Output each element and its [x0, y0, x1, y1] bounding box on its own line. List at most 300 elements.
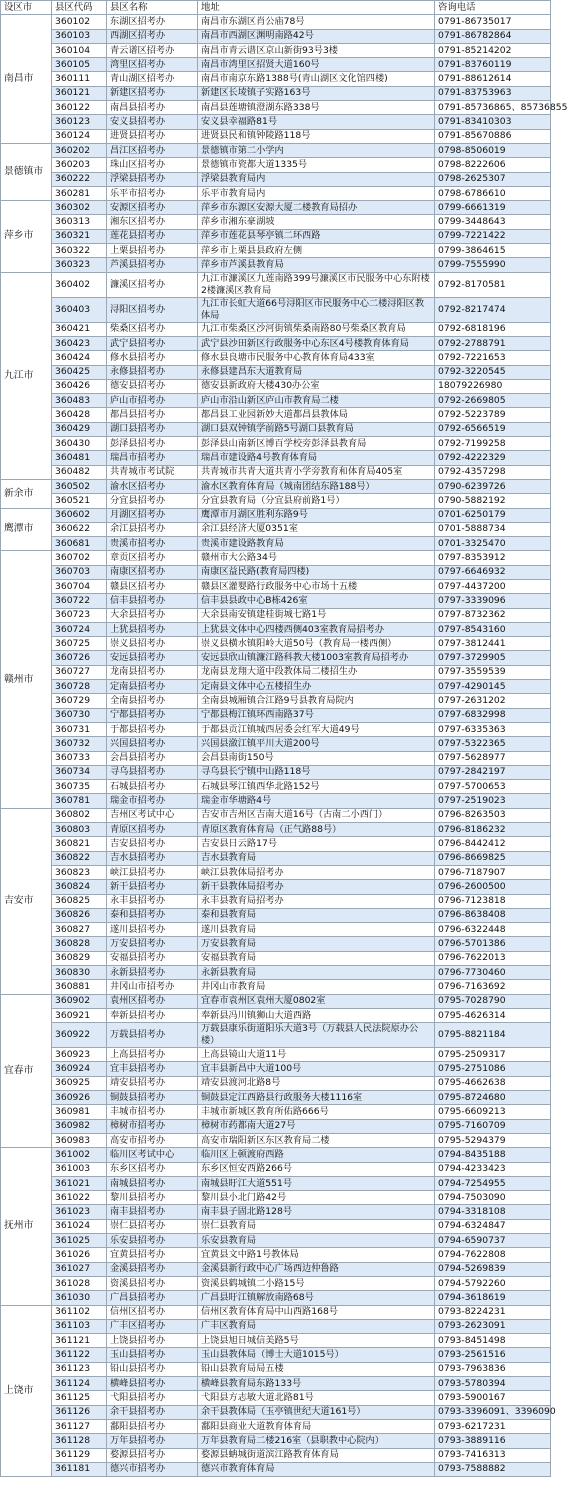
- name-cell: 南昌县招考办: [107, 101, 198, 115]
- table-row: [1, 72, 551, 86]
- table-row: [1, 297, 551, 322]
- table-row: [1, 451, 551, 465]
- name-cell: 袁州区招考办: [107, 994, 198, 1008]
- code-cell: 360823: [52, 865, 107, 879]
- name-cell: 于都县招考办: [107, 722, 198, 736]
- name-cell: 万安县招考办: [107, 937, 198, 951]
- code-cell: 360102: [52, 15, 107, 29]
- phone-cell: 0794-6590737: [435, 1234, 551, 1248]
- address-cell: 铜鼓县定江西路县行政服务大楼1116室: [198, 1091, 435, 1105]
- address-cell: 宜丰县新昌中大道100号: [198, 1062, 435, 1076]
- phone-cell: 0797-3559539: [435, 665, 551, 679]
- name-cell: 奉新县招考办: [107, 1008, 198, 1022]
- code-cell: 360483: [52, 394, 107, 408]
- header-city: 设区市: [1, 1, 52, 15]
- name-cell: 宁都县招考办: [107, 708, 198, 722]
- address-cell: 玉山县教体局（博士大道1015号）: [198, 1348, 435, 1362]
- table-row: [1, 43, 551, 57]
- name-cell: 崇仁县招考办: [107, 1219, 198, 1233]
- phone-cell: 0796-5701386: [435, 937, 551, 951]
- address-cell: 上饶县旭日城信美路5号: [198, 1334, 435, 1348]
- phone-cell: 0796-8669825: [435, 851, 551, 865]
- address-cell: 上犹县文体中心四楼西侧403室教育局招考办: [198, 622, 435, 636]
- code-cell: 360924: [52, 1062, 107, 1076]
- code-cell: 361027: [52, 1262, 107, 1276]
- table-row: [1, 1162, 551, 1176]
- phone-cell: 0799-6661319: [435, 201, 551, 215]
- phone-cell: 0799-7221422: [435, 229, 551, 243]
- phone-cell: 0797-2842197: [435, 765, 551, 779]
- code-cell: 360222: [52, 172, 107, 186]
- code-cell: 360425: [52, 365, 107, 379]
- table-row: [1, 637, 551, 651]
- phone-cell: 0792-6818196: [435, 322, 551, 336]
- phone-cell: 0793-7588882: [435, 1462, 551, 1476]
- table-row: [1, 129, 551, 143]
- phone-cell: 0794-5269839: [435, 1262, 551, 1276]
- name-cell: 广丰区招考办: [107, 1319, 198, 1333]
- name-cell: 寻乌县招考办: [107, 765, 198, 779]
- table-row: [1, 1008, 551, 1022]
- address-cell: 龙南县龙翔大道中段教体局二楼招生办: [198, 665, 435, 679]
- code-cell: 360121: [52, 86, 107, 100]
- code-cell: 361127: [52, 1419, 107, 1433]
- address-cell: 铅山县教育局局五楼: [198, 1362, 435, 1376]
- name-cell: 东湖区招考办: [107, 15, 198, 29]
- table-row: [1, 258, 551, 272]
- code-cell: 360704: [52, 579, 107, 593]
- table-row: [1, 765, 551, 779]
- name-cell: 修水县招考办: [107, 351, 198, 365]
- phone-cell: 0795-2751086: [435, 1062, 551, 1076]
- phone-cell: 0798-2625307: [435, 172, 551, 186]
- name-cell: 铅山县招考办: [107, 1362, 198, 1376]
- address-cell: 南昌市青云谱区京山新街93号3楼: [198, 43, 435, 57]
- phone-cell: 0796-2600500: [435, 880, 551, 894]
- phone-cell: 0795-4626314: [435, 1008, 551, 1022]
- phone-cell: 0796-7730460: [435, 966, 551, 980]
- name-cell: 玉山县招考办: [107, 1348, 198, 1362]
- phone-cell: 0793-5900167: [435, 1391, 551, 1405]
- address-cell: 信丰县县政中心B栋426室: [198, 594, 435, 608]
- address-cell: 南昌县莲塘镇澄湖东路338号: [198, 101, 435, 115]
- header-code: 县区代码: [52, 1, 107, 15]
- code-cell: 360824: [52, 880, 107, 894]
- address-cell: 彭泽县山南新区博百学校旁彭泽县教育局: [198, 437, 435, 451]
- table-row: [1, 394, 551, 408]
- table-row: [1, 951, 551, 965]
- city-cell: 新余市: [1, 479, 52, 508]
- phone-cell: 0795-7160709: [435, 1119, 551, 1133]
- code-cell: 361181: [52, 1462, 107, 1476]
- code-cell: 360821: [52, 837, 107, 851]
- address-cell: 石城县琴江镇西华北路152号: [198, 780, 435, 794]
- table-row: [1, 1219, 551, 1233]
- address-cell: 吉水县教育局: [198, 851, 435, 865]
- table-row: [1, 1119, 551, 1133]
- table-row: [1, 1462, 551, 1476]
- address-cell: 赣州市大公路34号: [198, 551, 435, 565]
- city-cell: 抚州市: [1, 1148, 52, 1305]
- name-cell: 永修县招考办: [107, 365, 198, 379]
- table-row: [1, 751, 551, 765]
- address-cell: 大余县南安镇建桂街城七路1号: [198, 608, 435, 622]
- code-cell: 360321: [52, 229, 107, 243]
- name-cell: 彭泽县招考办: [107, 437, 198, 451]
- code-cell: 360923: [52, 1048, 107, 1062]
- phone-cell: 0795-5294379: [435, 1133, 551, 1147]
- name-cell: 宜黄县招考办: [107, 1248, 198, 1262]
- phone-cell: 0792-2669805: [435, 394, 551, 408]
- code-cell: 360202: [52, 143, 107, 157]
- name-cell: 湾里区招考办: [107, 58, 198, 72]
- code-cell: 360734: [52, 765, 107, 779]
- table-row: [1, 115, 551, 129]
- address-cell: 鹰潭市月湖区胜利东路9号: [198, 508, 435, 522]
- address-cell: 乐平市教育局内: [198, 186, 435, 200]
- name-cell: 大余县招考办: [107, 608, 198, 622]
- name-cell: 安远县招考办: [107, 651, 198, 665]
- phone-cell: 0790-6239726: [435, 479, 551, 493]
- phone-cell: 0797-6832998: [435, 708, 551, 722]
- code-cell: 360732: [52, 737, 107, 751]
- address-cell: 樟树市药都南大道27号: [198, 1119, 435, 1133]
- table-row: [1, 1291, 551, 1305]
- address-cell: 婺源县蚺城街道滨江路教育体育局: [198, 1448, 435, 1462]
- phone-cell: 0792-2788791: [435, 336, 551, 350]
- address-cell: 万载县康乐街道阳乐大道3号（万载县人民法院原办公楼）: [198, 1023, 435, 1048]
- address-cell: 上高县镜山大道11号: [198, 1048, 435, 1062]
- phone-cell: 18079226980: [435, 379, 551, 393]
- phone-cell: 0797-5628977: [435, 751, 551, 765]
- address-cell: 萍乡市芦溪县教育局: [198, 258, 435, 272]
- city-cell: 宜春市: [1, 994, 52, 1148]
- name-cell: 濂溪区招考办: [107, 272, 198, 297]
- table-row: [1, 908, 551, 922]
- table-row: [1, 1448, 551, 1462]
- table-row: [1, 215, 551, 229]
- city-cell: 九江市: [1, 272, 52, 479]
- name-cell: 青云谱区招考办: [107, 43, 198, 57]
- phone-cell: 0791-85736865、85736855: [435, 101, 551, 115]
- phone-cell: 0794-8435188: [435, 1148, 551, 1162]
- phone-cell: 0796-7123818: [435, 894, 551, 908]
- address-cell: 兴国县潋江镇平川大道200号: [198, 737, 435, 751]
- code-cell: 360482: [52, 465, 107, 479]
- phone-cell: 0793-5780394: [435, 1377, 551, 1391]
- address-cell: 景德镇市第二小学内: [198, 143, 435, 157]
- name-cell: 瑞金市招考办: [107, 794, 198, 808]
- code-cell: 360826: [52, 908, 107, 922]
- table-row: [1, 272, 551, 297]
- table-row: [1, 1276, 551, 1290]
- name-cell: 浮梁县招考办: [107, 172, 198, 186]
- address-cell: 青原区教育体育局（正气路88号）: [198, 823, 435, 837]
- address-cell: 浮梁县教育局内: [198, 172, 435, 186]
- code-cell: 360681: [52, 537, 107, 551]
- table-row: [1, 594, 551, 608]
- address-cell: 安义县幸福路81号: [198, 115, 435, 129]
- name-cell: 上饶县招考办: [107, 1334, 198, 1348]
- code-cell: 360403: [52, 297, 107, 322]
- header-name: 县区名称: [107, 1, 198, 15]
- address-cell: 东乡区恒安西路266号: [198, 1162, 435, 1176]
- phone-cell: 0791-83410303: [435, 115, 551, 129]
- table-row: [1, 158, 551, 172]
- code-cell: 360421: [52, 322, 107, 336]
- name-cell: 新建区招考办: [107, 86, 198, 100]
- address-cell: 庐山市沿山新区庐山市教育局二楼: [198, 394, 435, 408]
- code-cell: 360313: [52, 215, 107, 229]
- name-cell: 贵溪市招考办: [107, 537, 198, 551]
- code-cell: 360730: [52, 708, 107, 722]
- code-cell: 360122: [52, 101, 107, 115]
- address-cell: 信州区教育体育局中山西路168号: [198, 1305, 435, 1319]
- table-row: [1, 1319, 551, 1333]
- name-cell: 西湖区招考办: [107, 29, 198, 43]
- name-cell: 东乡区招考办: [107, 1162, 198, 1176]
- phone-cell: 0792-5223789: [435, 408, 551, 422]
- address-cell: 泰和县教育局: [198, 908, 435, 922]
- table-row: [1, 229, 551, 243]
- table-row: [1, 522, 551, 536]
- address-cell: 都昌县工业园新妙大道都昌县教体局: [198, 408, 435, 422]
- phone-cell: 0797-8732362: [435, 608, 551, 622]
- phone-cell: 0701-3325470: [435, 537, 551, 551]
- table-row: [1, 465, 551, 479]
- name-cell: 南丰县招考办: [107, 1205, 198, 1219]
- name-cell: 进贤县招考办: [107, 129, 198, 143]
- code-cell: 361025: [52, 1234, 107, 1248]
- phone-cell: 0794-4233423: [435, 1162, 551, 1176]
- address-cell: 德安县新政府大楼430办公室: [198, 379, 435, 393]
- address-cell: 安远县欣山镇濂江路科教大楼1003室教育局招考办: [198, 651, 435, 665]
- table-row: [1, 29, 551, 43]
- table-row: [1, 1191, 551, 1205]
- address-cell: 于都县贡江镇城西居委会红军大道49号: [198, 722, 435, 736]
- name-cell: 信州区招考办: [107, 1305, 198, 1319]
- table-row: [1, 1348, 551, 1362]
- name-cell: 靖安县招考办: [107, 1076, 198, 1090]
- address-cell: 吉安县日云路17号: [198, 837, 435, 851]
- table-row: [1, 894, 551, 908]
- name-cell: 珠山区招考办: [107, 158, 198, 172]
- code-cell: 360881: [52, 980, 107, 994]
- name-cell: 金溪县招考办: [107, 1262, 198, 1276]
- name-cell: 青山湖区招考办: [107, 72, 198, 86]
- address-cell: 寻乌县长宁镇中山路118号: [198, 765, 435, 779]
- code-cell: 361002: [52, 1148, 107, 1162]
- phone-cell: 0792-3220545: [435, 365, 551, 379]
- code-cell: 360822: [52, 851, 107, 865]
- address-cell: 丰城市新城区教育所佑路666号: [198, 1105, 435, 1119]
- phone-cell: 0796-8186232: [435, 823, 551, 837]
- phone-cell: 0791-83760119: [435, 58, 551, 72]
- code-cell: 360926: [52, 1091, 107, 1105]
- code-cell: 360827: [52, 923, 107, 937]
- code-cell: 360402: [52, 272, 107, 297]
- table-row: [1, 808, 551, 822]
- phone-cell: 0794-3318108: [435, 1205, 551, 1219]
- phone-cell: 0795-7028790: [435, 994, 551, 1008]
- table-row: [1, 1377, 551, 1391]
- code-cell: 361026: [52, 1248, 107, 1262]
- address-cell: 萍乡市上栗县县政府左侧: [198, 244, 435, 258]
- name-cell: 安源区招考办: [107, 201, 198, 215]
- phone-cell: 0793-7963836: [435, 1362, 551, 1376]
- table-row: [1, 579, 551, 593]
- city-cell: 鹰潭市: [1, 508, 52, 551]
- table-row: [1, 694, 551, 708]
- address-cell: 南昌市湾里区招贤大道160号: [198, 58, 435, 72]
- table-body: [1, 15, 567, 1477]
- address-cell: 永修县建昌东大道教育局: [198, 365, 435, 379]
- name-cell: 章贡区招考办: [107, 551, 198, 565]
- name-cell: 都昌县招考办: [107, 408, 198, 422]
- table-row: [1, 565, 551, 579]
- table-row: [1, 479, 551, 493]
- name-cell: 月湖区招考办: [107, 508, 198, 522]
- address-cell: 吉安市吉州区吉南大道16号（古南二小西门）: [198, 808, 435, 822]
- phone-cell: 0797-3812441: [435, 637, 551, 651]
- address-cell: 南康区益民路(教育局四楼): [198, 565, 435, 579]
- table-row: [1, 622, 551, 636]
- phone-cell: 0797-5700653: [435, 780, 551, 794]
- table-row: [1, 1405, 551, 1419]
- address-cell: 南昌市南京东路1388号(青山湖区文化馆四楼): [198, 72, 435, 86]
- code-cell: 360104: [52, 43, 107, 57]
- name-cell: 定南县招考办: [107, 680, 198, 694]
- table-row: [1, 322, 551, 336]
- name-cell: 余江县招考办: [107, 522, 198, 536]
- table-row: [1, 1362, 551, 1376]
- table-row: [1, 244, 551, 258]
- name-cell: 德兴市招考办: [107, 1462, 198, 1476]
- phone-cell: 0797-8543160: [435, 622, 551, 636]
- name-cell: 峡江县招考办: [107, 865, 198, 879]
- address-cell: 九江市柴桑区沙河街镇柴桑南路80号柴桑区教育局: [198, 322, 435, 336]
- name-cell: 龙南县招考办: [107, 665, 198, 679]
- code-cell: 360802: [52, 808, 107, 822]
- address-cell: 余江县经济大厦0351室: [198, 522, 435, 536]
- code-cell: 360521: [52, 494, 107, 508]
- code-cell: 361121: [52, 1334, 107, 1348]
- address-cell: 修水县良塘市民服务中心教育体育局433室: [198, 351, 435, 365]
- table-row: [1, 937, 551, 951]
- table-row: [1, 537, 551, 551]
- address-cell: 宁都县梅江镇环西南路37号: [198, 708, 435, 722]
- header-address: 地址: [198, 1, 435, 15]
- phone-cell: 0791-83753963: [435, 86, 551, 100]
- code-cell: 360103: [52, 29, 107, 43]
- table-row: [1, 201, 551, 215]
- phone-cell: 0791-85214202: [435, 43, 551, 57]
- phone-cell: 0796-7622013: [435, 951, 551, 965]
- address-cell: 宜春市袁州区袁州大厦0802室: [198, 994, 435, 1008]
- address-cell: 分宜县教育局（分宜县府前路1号）: [198, 494, 435, 508]
- name-cell: 资溪县招考办: [107, 1276, 198, 1290]
- name-cell: 鄱阳县招考办: [107, 1419, 198, 1433]
- table-row: [1, 1205, 551, 1219]
- table-row: [1, 508, 551, 522]
- code-cell: 360983: [52, 1133, 107, 1147]
- code-cell: 361003: [52, 1162, 107, 1176]
- table-row: [1, 494, 551, 508]
- address-cell: 南昌市东湖区肖公庙78号: [198, 15, 435, 29]
- phone-cell: 0794-3618619: [435, 1291, 551, 1305]
- table-row: [1, 1334, 551, 1348]
- code-cell: 360203: [52, 158, 107, 172]
- address-cell: 南丰县子固北路128号: [198, 1205, 435, 1219]
- address-cell: 崇仁县教育局: [198, 1219, 435, 1233]
- name-cell: 莲花县招考办: [107, 229, 198, 243]
- address-cell: 广丰区教育局: [198, 1319, 435, 1333]
- code-cell: 360728: [52, 680, 107, 694]
- address-cell: 南城县盱江大道551号: [198, 1176, 435, 1190]
- table-row: [1, 966, 551, 980]
- code-cell: 361129: [52, 1448, 107, 1462]
- code-cell: 360731: [52, 722, 107, 736]
- name-cell: 浔阳区招考办: [107, 297, 198, 322]
- table-row: [1, 923, 551, 937]
- table-row: [1, 15, 551, 29]
- code-cell: 361102: [52, 1305, 107, 1319]
- name-cell: 会昌县招考办: [107, 751, 198, 765]
- table-row: [1, 1176, 551, 1190]
- phone-cell: 0797-6646932: [435, 565, 551, 579]
- code-cell: 360725: [52, 637, 107, 651]
- table-row: [1, 651, 551, 665]
- code-cell: 360829: [52, 951, 107, 965]
- name-cell: 吉水县招考办: [107, 851, 198, 865]
- name-cell: 南城县招考办: [107, 1176, 198, 1190]
- table-row: [1, 1062, 551, 1076]
- code-cell: 360429: [52, 422, 107, 436]
- address-cell: 萍乡市湘东豪湖坡: [198, 215, 435, 229]
- name-cell: 南康区招考办: [107, 565, 198, 579]
- name-cell: 临川区考试中心: [107, 1148, 198, 1162]
- code-cell: 360622: [52, 522, 107, 536]
- address-cell: 九江市濂溪区九莲南路399号濂溪区市民服务中心东附楼2楼濂溪区教育局: [198, 272, 435, 297]
- phone-cell: 0797-3339096: [435, 594, 551, 608]
- phone-cell: 0796-8638408: [435, 908, 551, 922]
- code-cell: 361126: [52, 1405, 107, 1419]
- code-cell: 360302: [52, 201, 107, 215]
- name-cell: 乐安县招考办: [107, 1234, 198, 1248]
- city-cell: 萍乡市: [1, 201, 52, 272]
- address-cell: 萍乡市莲花县琴亭镇二环西路: [198, 229, 435, 243]
- table-row: [1, 186, 551, 200]
- phone-cell: 0799-7555990: [435, 258, 551, 272]
- address-cell: 新干县教体局招考办: [198, 880, 435, 894]
- table-header-row: [1, 1, 551, 15]
- phone-cell: 0792-4222329: [435, 451, 551, 465]
- table-row: [1, 437, 551, 451]
- name-cell: 武宁县招考办: [107, 336, 198, 350]
- code-cell: 360702: [52, 551, 107, 565]
- name-cell: 上栗县招考办: [107, 244, 198, 258]
- code-cell: 360426: [52, 379, 107, 393]
- address-cell: 遂川县教育局: [198, 923, 435, 937]
- name-cell: 崇义县招考办: [107, 637, 198, 651]
- city-cell: 南昌市: [1, 15, 52, 144]
- name-cell: 高安市招考办: [107, 1133, 198, 1147]
- phone-cell: 0796-8442412: [435, 837, 551, 851]
- address-cell: 安福县教育局: [198, 951, 435, 965]
- phone-cell: 0794-6324847: [435, 1219, 551, 1233]
- address-cell: 奉新县冯川镇狮山大道西路: [198, 1008, 435, 1022]
- address-cell: 永新县教育局: [198, 966, 435, 980]
